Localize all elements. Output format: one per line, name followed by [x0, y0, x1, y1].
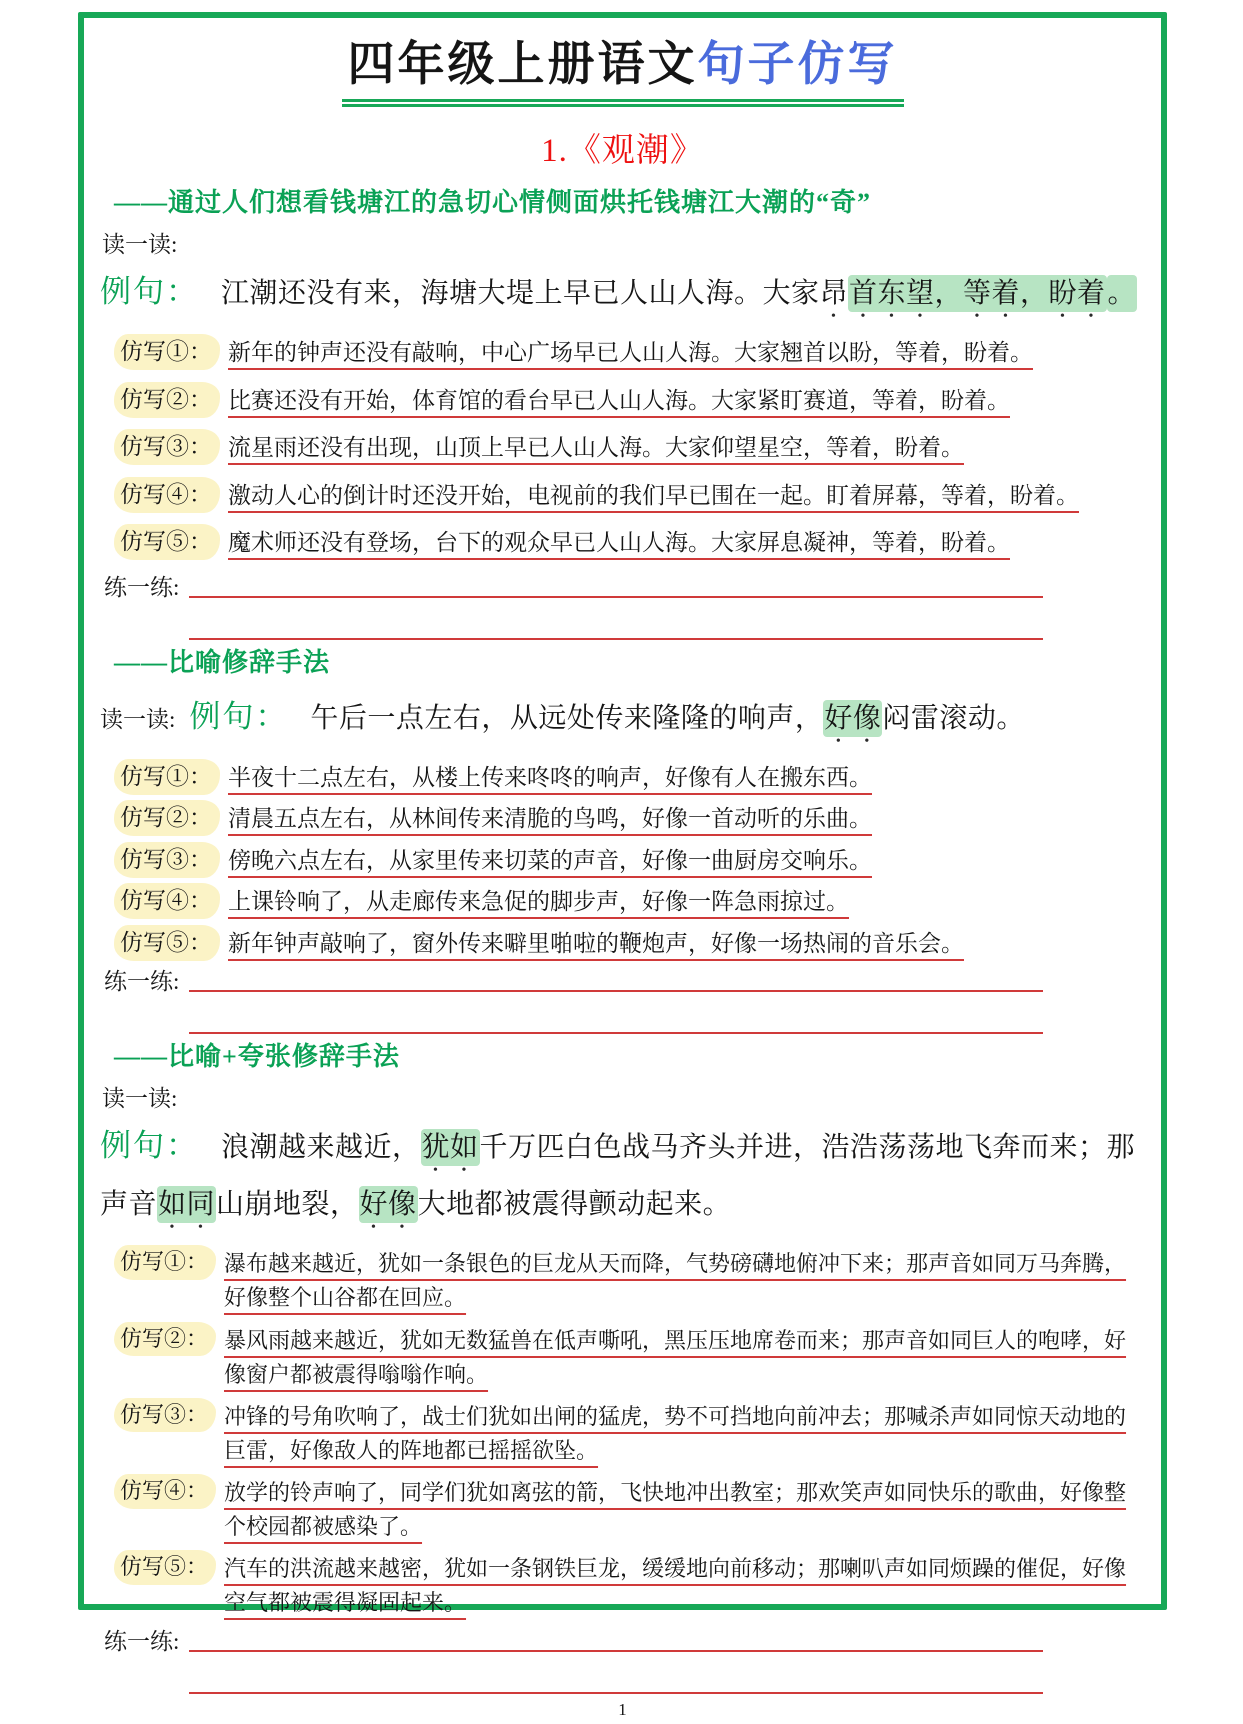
example-highlighted-text: 。 [1107, 275, 1138, 312]
imitation-row [114, 477, 1147, 514]
imitation-text: 魔术师还没有登场，台下的观众早已人山人海。大家屏息凝神，等着，盼着。 [228, 530, 1010, 556]
imitation-label: 仿写④： [114, 1474, 216, 1509]
imitation-label: 仿写②： [114, 1322, 216, 1357]
imitation-text: 新年的钟声还没有敲响，中心广场早已人山人海。大家翘首以盼，等着，盼着。 [228, 340, 1033, 366]
imitation-text: 暴风雨越来越近，犹如无数猛兽在低声嘶吼，黑压压地席卷而来；那声音如同巨人的咆哮，好像窗户都被震得嗡嗡作响。 [224, 1327, 1127, 1387]
practice-block [104, 1626, 1147, 1694]
imitation-row [114, 524, 1147, 561]
page-title-underlined [342, 38, 904, 107]
example-highlighted-text: 首东望，等着，盼着 [848, 275, 1107, 312]
practice-blank-line [189, 966, 1043, 992]
imitation-text: 瀑布越来越近，犹如一条银色的巨龙从天而降，气势磅礴地俯冲下来；那声音如同万马奔腾，好像整个山谷都在回应。 [224, 1251, 1127, 1311]
imitation-row [114, 883, 1147, 920]
imitation-text: 比赛还没有开始，体育馆的看台早已人山人海。大家紧盯赛道，等着，盼着。 [228, 387, 1010, 413]
page-title [98, 38, 1147, 107]
imitation-label: 仿写④： [114, 477, 220, 513]
imitation-label: 仿写⑤： [114, 1550, 216, 1585]
title-course-part: 四年级上册语文 [347, 39, 698, 91]
imitation-text: 傍晚六点左右，从家里传来切菜的声音，好像一曲厨房交响乐。 [228, 847, 872, 873]
read-label: 读一读: [102, 1086, 178, 1112]
imitation-label: 仿写③： [114, 429, 220, 465]
imitation-label: 仿写⑤： [114, 524, 220, 560]
imitation-row [114, 800, 1147, 837]
practice-lines [189, 1626, 1043, 1694]
section-simile [98, 646, 1147, 1040]
practice-label: 练一练: [104, 1629, 180, 1655]
imitation-label: 仿写①： [114, 1245, 216, 1280]
title-topic-part: 句子仿写 [697, 39, 898, 91]
example-label: 例句： [100, 1128, 199, 1164]
example-highlighted-text: 好像 [359, 1186, 418, 1223]
example-emphasized-text: 昂 [819, 278, 849, 310]
practice-block [104, 966, 1147, 1034]
imitation-text: 新年钟声敲响了，窗外传来噼里啪啦的鞭炮声，好像一场热闹的音乐会。 [228, 930, 964, 956]
imitation-text: 汽车的洪流越来越密，犹如一条钢铁巨龙，缓缓地向前移动；那喇叭声如同烦躁的催促，好像空气都被震得凝固起来。 [224, 1556, 1127, 1616]
example-text: 千万匹白色战马齐头并进，浩浩荡荡地飞奔而来；那声音 [100, 1132, 1136, 1221]
imitation-row [114, 925, 1147, 962]
example-text: 江潮还没有来，海塘大堤上早已人山人海。大家 [221, 278, 820, 310]
imitation-list [114, 1245, 1147, 1620]
imitation-row [114, 759, 1147, 796]
imitation-label: 仿写②： [114, 800, 220, 836]
imitation-text: 激动人心的倒计时还没开始，电视前的我们早已围在一起。盯着屏幕，等着，盼着。 [228, 482, 1079, 508]
example-highlighted-text: 好像 [823, 700, 882, 737]
example-text: 午后一点左右，从远处传来隆隆的响声， [310, 702, 824, 734]
section-simile-hyperbole [98, 1040, 1147, 1700]
imitation-label: 仿写③： [114, 1398, 216, 1433]
imitation-label: 仿写②： [114, 382, 220, 418]
imitation-row [114, 1245, 1147, 1315]
practice-blank-line [189, 1652, 1043, 1694]
imitation-label: 仿写④： [114, 883, 220, 919]
practice-label: 练一练: [104, 574, 180, 600]
practice-label: 练一练: [104, 969, 180, 995]
imitation-list [114, 759, 1147, 962]
practice-blank-line [189, 598, 1043, 640]
example-sentence [100, 688, 1147, 749]
imitation-text: 流星雨还没有出现，山顶上早已人山人海。大家仰望星空，等着，盼着。 [228, 435, 964, 461]
imitation-row [114, 1474, 1147, 1544]
practice-lines [189, 572, 1043, 640]
imitation-label: 仿写①： [114, 759, 220, 795]
worksheet-page [78, 12, 1167, 1720]
imitation-row [114, 842, 1147, 879]
example-highlighted-text: 犹如 [421, 1129, 480, 1166]
example-label: 例句： [189, 698, 289, 734]
example-text: 浪潮越来越近， [221, 1132, 421, 1164]
imitation-row [114, 1322, 1147, 1392]
section-technique-header: ——通过人们想看钱塘江的急切心情侧面烘托钱塘江大潮的“奇” [114, 188, 872, 218]
practice-blank-line [189, 572, 1043, 598]
example-sentence [100, 1117, 1147, 1235]
imitation-row [114, 429, 1147, 466]
imitation-label: 仿写③： [114, 842, 220, 878]
read-label: 读一读: [102, 232, 178, 258]
imitation-text: 放学的铃声响了，同学们犹如离弦的箭，飞快地冲出教室；那欢笑声如同快乐的歌曲，好像整个校园都被感染了。 [224, 1479, 1127, 1540]
practice-block [104, 572, 1147, 640]
practice-blank-line [189, 1626, 1043, 1652]
imitation-row [114, 334, 1147, 371]
imitation-label: 仿写①： [114, 334, 220, 370]
imitation-row [114, 382, 1147, 419]
imitation-row [114, 1550, 1147, 1620]
example-text: 大地都被震得颤动起来。 [417, 1189, 732, 1221]
imitation-label: 仿写⑤： [114, 925, 220, 961]
section-technique-header: ——比喻修辞手法 [114, 647, 331, 677]
example-label: 例句： [100, 274, 199, 310]
read-label: 读一读: [100, 706, 176, 732]
imitation-text: 上课铃响了，从走廊传来急促的脚步声，好像一阵急雨掠过。 [228, 889, 849, 915]
example-highlighted-text: 如同 [157, 1186, 216, 1223]
example-text: 山崩地裂， [216, 1189, 359, 1221]
example-sentence [100, 263, 1147, 324]
imitation-text: 清晨五点左右，从林间传来清脆的鸟鸣，好像一首动听的乐曲。 [228, 806, 872, 832]
practice-lines [189, 966, 1043, 1034]
imitation-text: 半夜十二点左右，从楼上传来咚咚的响声，好像有人在搬东西。 [228, 764, 872, 790]
imitation-row [114, 1398, 1147, 1468]
example-text: 闷雷滚动。 [882, 702, 1025, 734]
page-number: 1 [618, 1700, 627, 1720]
imitation-list [114, 334, 1147, 561]
imitation-text: 冲锋的号角吹响了，战士们犹如出闸的猛虎，势不可挡地向前冲去；那喊杀声如同惊天动地的巨雷，好像敌人的阵地都已摇摇欲坠。 [224, 1403, 1127, 1463]
section-side-description [98, 186, 1147, 646]
section-technique-header: ——比喻+夸张修辞手法 [114, 1042, 400, 1072]
practice-blank-line [189, 992, 1043, 1034]
lesson-heading: 1.《观潮》 [541, 133, 704, 170]
